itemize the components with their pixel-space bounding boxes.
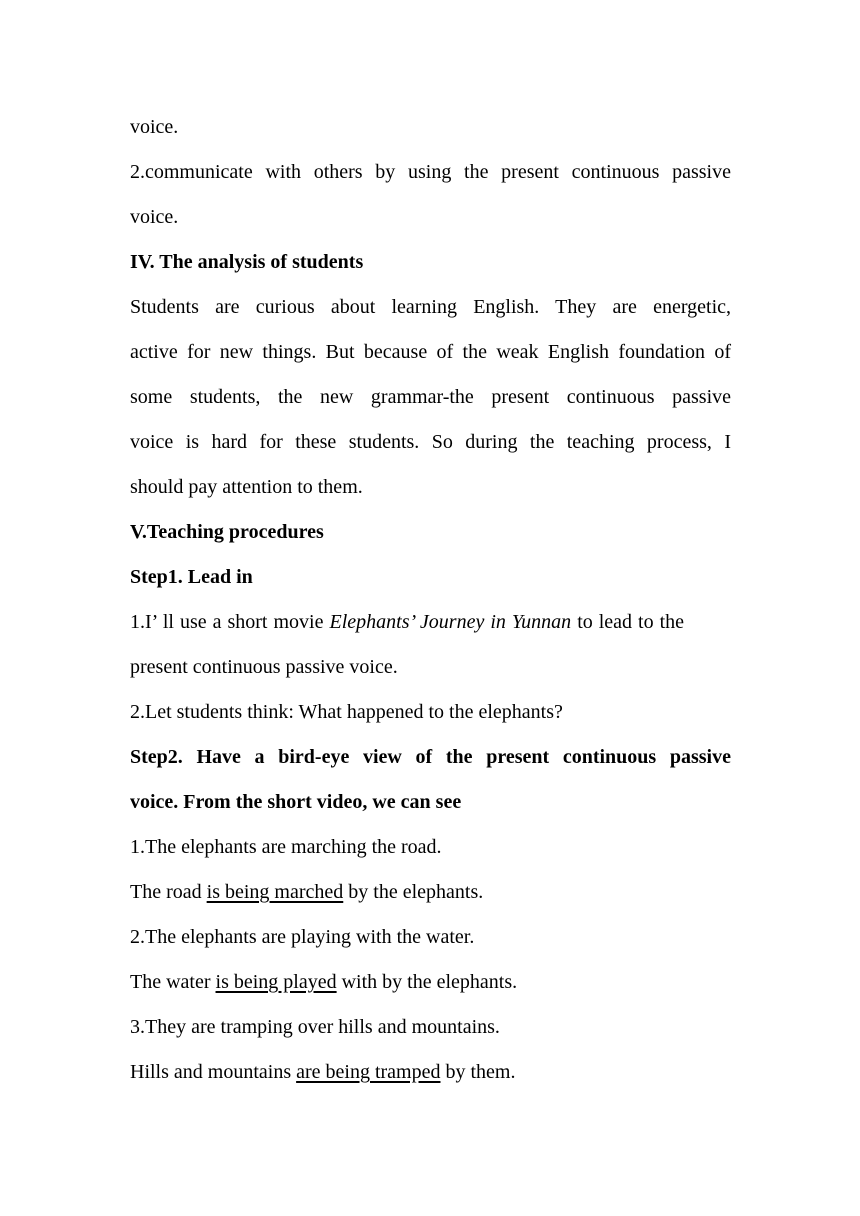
text-line: present continuous passive voice. <box>130 656 398 678</box>
paragraph-line: active for new things. But because of the weak English foundation of <box>130 341 731 363</box>
underlined-verb: are being tramped <box>296 1061 441 1083</box>
paragraph-line: Students are curious about learning English. They are energetic, <box>130 296 731 318</box>
objective-2: 2.communicate with others by using the present continuous passive <box>130 161 731 183</box>
step2-heading-cont: voice. From the short video, we can see <box>130 791 462 813</box>
example-1-passive <box>130 870 731 915</box>
example-1-active: 1.The elephants are marching the road. <box>130 836 442 858</box>
step1-item-2: 2.Let students think: What happened to the elephants? <box>130 701 563 723</box>
paragraph-line: should pay attention to them. <box>130 476 363 498</box>
paragraph-line: voice is hard for these students. So during the teaching process, I <box>130 431 731 453</box>
text-run: Hills and mountains <box>130 1061 297 1083</box>
text-run: by them. <box>440 1061 516 1083</box>
document-page <box>130 105 731 1095</box>
section-heading-students: IV. The analysis of students <box>130 251 364 273</box>
underlined-verb: is being marched <box>206 881 344 903</box>
movie-title: Elephants’ Journey in Yunnan <box>329 611 572 633</box>
step1-item-1 <box>130 600 731 645</box>
example-3-active: 3.They are tramping over hills and mountains. <box>130 1016 500 1038</box>
text-run: by the elephants. <box>343 881 484 903</box>
text-run: 1.I’ ll use a short movie <box>130 611 330 633</box>
example-2-active: 2.The elephants are playing with the water. <box>130 926 475 948</box>
step1-heading: Step1. Lead in <box>130 566 253 588</box>
text-line: voice. <box>130 206 179 228</box>
text-run: to lead to the <box>571 611 685 633</box>
text-run: The water <box>130 971 216 993</box>
example-2-passive <box>130 960 731 1005</box>
section-heading-procedures: V.Teaching procedures <box>130 521 324 543</box>
text-run: The road <box>130 881 207 903</box>
text-line: voice. <box>130 116 179 138</box>
step2-heading: Step2. Have a bird-eye view of the present continuous passive <box>130 746 731 768</box>
example-3-passive <box>130 1050 731 1095</box>
text-run: with by the elephants. <box>336 971 518 993</box>
underlined-verb: is being played <box>215 971 337 993</box>
paragraph-line: some students, the new grammar-the present continuous passive <box>130 386 731 408</box>
